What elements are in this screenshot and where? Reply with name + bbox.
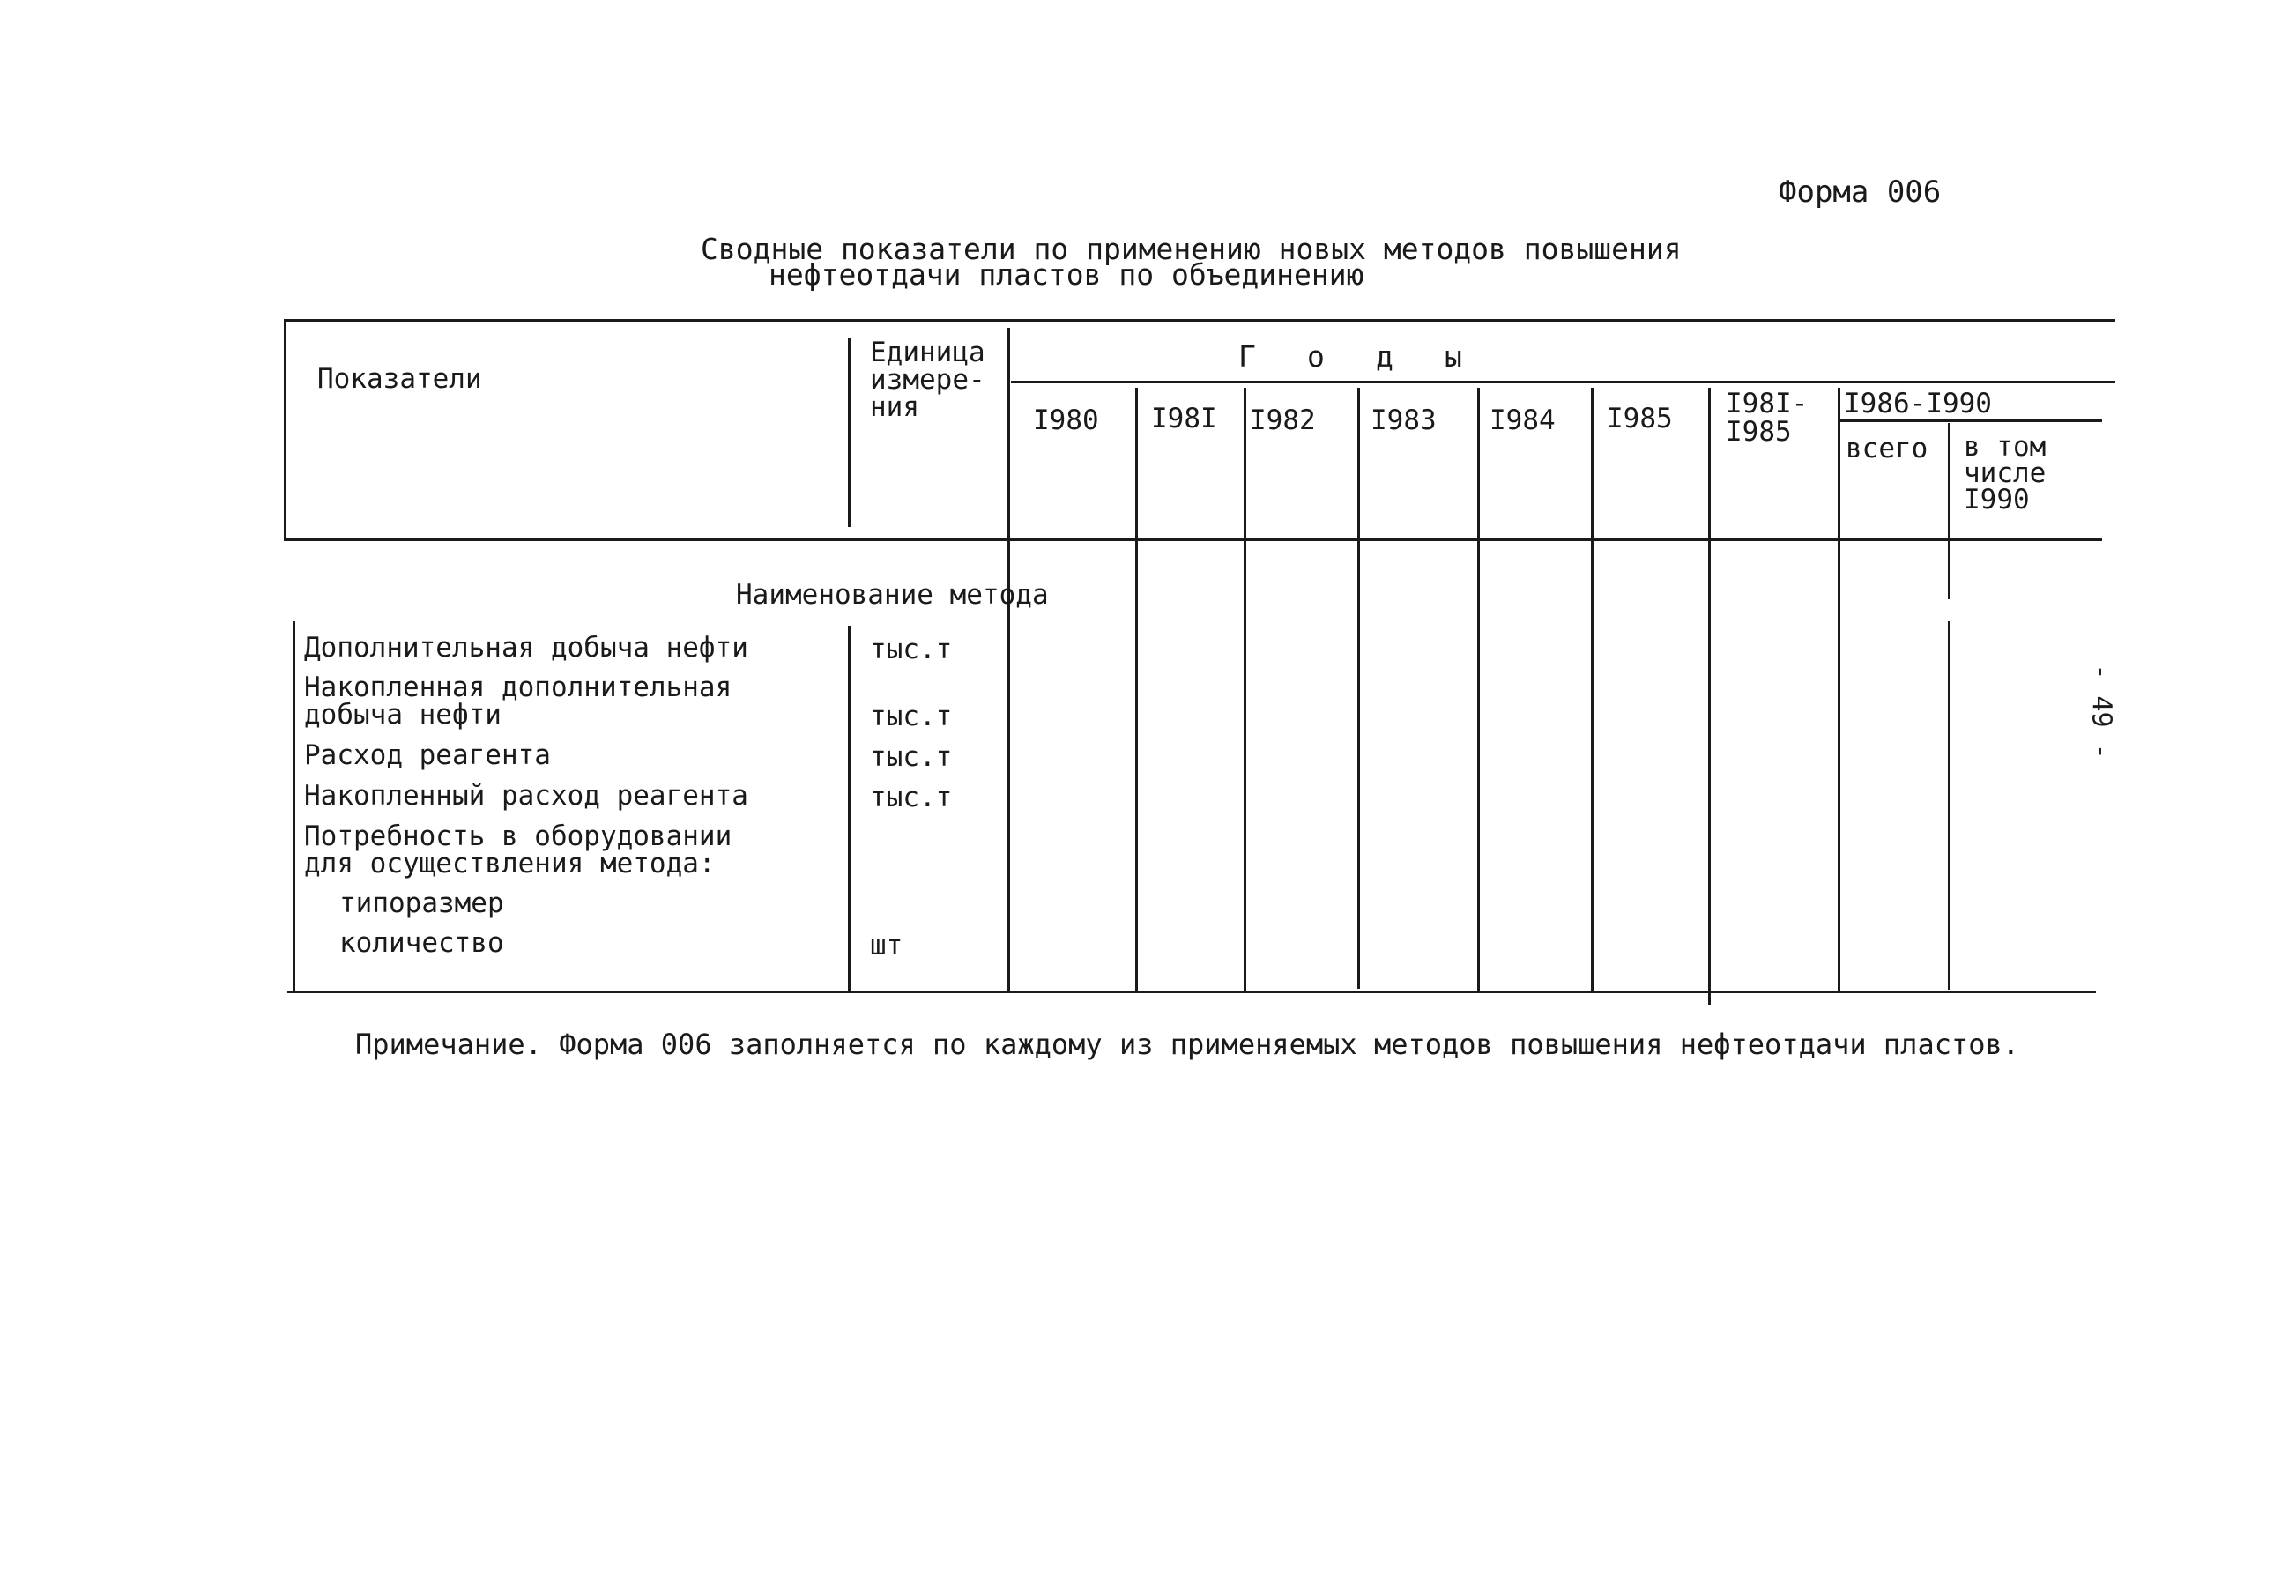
years-col-left [1007,328,1010,991]
row-unit: тыс.т [870,634,953,665]
row-label: Накопленная дополнительная [304,672,732,703]
col-1984-left [1477,388,1480,991]
header-year-1985: I985 [1607,403,1673,434]
col-period1-left [1708,388,1711,1005]
header-year-1981: I98I [1151,403,1217,434]
header-period2-incl-line-3: I990 [1964,484,2030,516]
header-years-group [1238,339,1513,374]
page-number: - 49 - [2085,664,2117,760]
row-label: для осуществления метода: [304,848,716,880]
header-period2-incl-line-1: в том [1964,431,2047,463]
row-unit: тыс.т [870,701,953,732]
col-incl-left-body [1948,621,1950,990]
years-letter-1: Г [1238,339,1256,374]
header-period2-incl-line-2: числе [1964,457,2047,489]
header-year-1980: I980 [1033,405,1099,436]
years-letter-2: о [1307,339,1325,374]
row-unit: тыс.т [870,782,953,813]
col-1981-left [1135,388,1138,991]
row-label: добыча нефти [304,699,502,731]
col-incl-left [1948,423,1950,599]
header-unit-line-2: измере- [870,364,985,396]
header-period2: I986-I990 [1844,388,1992,419]
years-letter-3: д [1376,339,1393,374]
header-period1-line-1: I98I- [1726,388,1809,419]
header-period2-total: всего [1846,433,1928,464]
header-year-1984: I984 [1490,405,1556,436]
row-label: Расход реагента [304,739,551,771]
header-period1-line-2: I985 [1726,416,1792,448]
row-unit: тыс.т [870,741,953,773]
header-bottom-border [284,538,2102,541]
period2-divider [1838,419,2102,422]
title-line-1: Сводные показатели по применению новых методов повышения [701,232,1682,266]
left-border [284,319,286,539]
row-label: количество [339,927,504,959]
header-year-1983: I983 [1371,405,1437,436]
header-unit-line-3: ния [870,391,919,423]
row-unit: шт [870,930,903,961]
header-indicators: Показатели [317,363,482,395]
years-divider [1011,381,2115,383]
row-label: Дополнительная добыча нефти [304,632,748,664]
row-label: типоразмер [339,887,504,919]
header-year-1982: I982 [1250,405,1316,436]
table-top-border [284,319,2115,322]
col-1983-left [1357,388,1360,989]
years-letter-4: ы [1445,339,1462,374]
header-unit-line-1: Единица [870,337,985,368]
unit-col-left [848,338,851,527]
method-caption: Наименование метода [736,579,1049,611]
unit-col-left-body [848,626,851,991]
left-border-body [293,621,295,991]
col-1982-left [1244,388,1246,991]
footnote: Примечание. Форма 006 заполняется по каждому из применяемых методов повышения нефтеотдачи пластов. [355,1028,2020,1061]
row-label: Потребность в оборудовании [304,820,732,852]
table-bottom-border [287,991,2096,993]
col-period2-left [1838,388,1840,991]
title-line-2: нефтеотдачи пластов по объединению [769,257,1364,292]
form-label: Форма 006 [1779,174,1942,210]
row-label: Накопленный расход реагента [304,780,748,812]
col-1985-left [1591,388,1594,991]
